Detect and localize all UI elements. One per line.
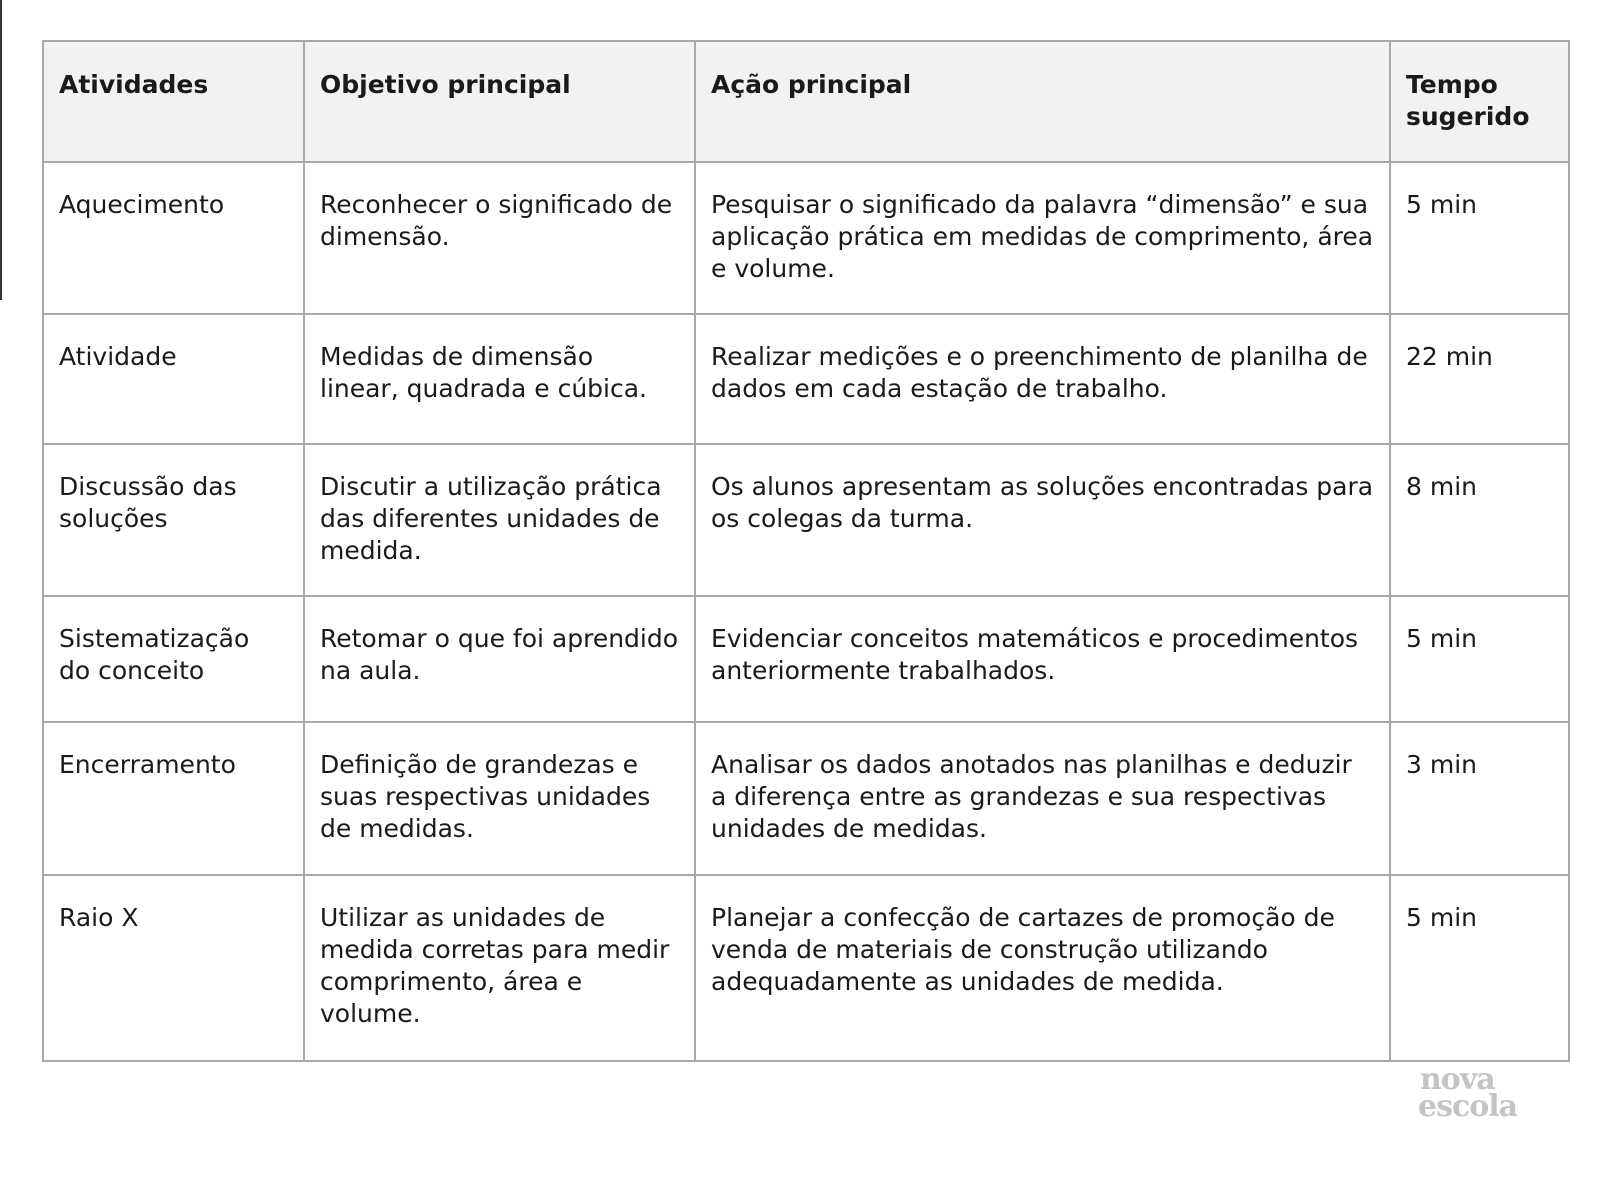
header-acao-principal: Ação principal [695,41,1390,162]
header-objetivo-principal: Objetivo principal [304,41,695,162]
cell-objetivo: Utilizar as unidades de medida corretas para medir comprimento, área e volume. [304,875,695,1061]
cell-objetivo: Reconhecer o significado de dimensão. [304,162,695,314]
cell-atividade: Raio X [43,875,304,1061]
table-header-row [43,41,1569,162]
nova-escola-logo [1418,1062,1536,1124]
cell-atividade: Aquecimento [43,162,304,314]
cell-objetivo: Discutir a utilização prática das diferentes unidades de medida. [304,444,695,596]
cell-tempo: 5 min [1390,596,1569,722]
cell-objetivo: Medidas de dimensão linear, quadrada e cúbica. [304,314,695,444]
cell-tempo: 3 min [1390,722,1569,875]
cell-tempo: 5 min [1390,875,1569,1061]
table-row [43,875,1569,1061]
cell-acao: Pesquisar o significado da palavra “dimensão” e sua aplicação prática em medidas de comprimento, área e volume. [695,162,1390,314]
cell-tempo: 22 min [1390,314,1569,444]
cell-atividade: Discussão das soluções [43,444,304,596]
cell-acao: Evidenciar conceitos matemáticos e procedimentos anteriormente trabalhados. [695,596,1390,722]
cell-acao: Analisar os dados anotados nas planilhas e deduzir a diferença entre as grandezas e sua respectivas unidades de medidas. [695,722,1390,875]
cell-acao: Planejar a confecção de cartazes de promoção de venda de materiais de construção utilizando adequadamente as unidades de medida. [695,875,1390,1061]
cell-atividade: Encerramento [43,722,304,875]
cell-tempo: 8 min [1390,444,1569,596]
table-row [43,314,1569,444]
table-row [43,162,1569,314]
table-row [43,596,1569,722]
cell-acao: Os alunos apresentam as soluções encontradas para os colegas da turma. [695,444,1390,596]
table-row [43,444,1569,596]
logo-line-escola: escola [1418,1089,1518,1124]
cell-objetivo: Retomar o que foi aprendido na aula. [304,596,695,722]
cell-acao: Realizar medições e o preenchimento de planilha de dados em cada estação de trabalho. [695,314,1390,444]
cell-atividade: Sistematização do conceito [43,596,304,722]
cell-objetivo: Definição de grandezas e suas respectivas unidades de medidas. [304,722,695,875]
cell-tempo: 5 min [1390,162,1569,314]
left-edge-rule [0,0,2,300]
lesson-plan-table [42,40,1570,1062]
header-tempo-sugerido: Tempo sugerido [1390,41,1569,162]
cell-atividade: Atividade [43,314,304,444]
logo-line-nova: nova [1420,1062,1495,1097]
table-row [43,722,1569,875]
header-atividades: Atividades [43,41,304,162]
